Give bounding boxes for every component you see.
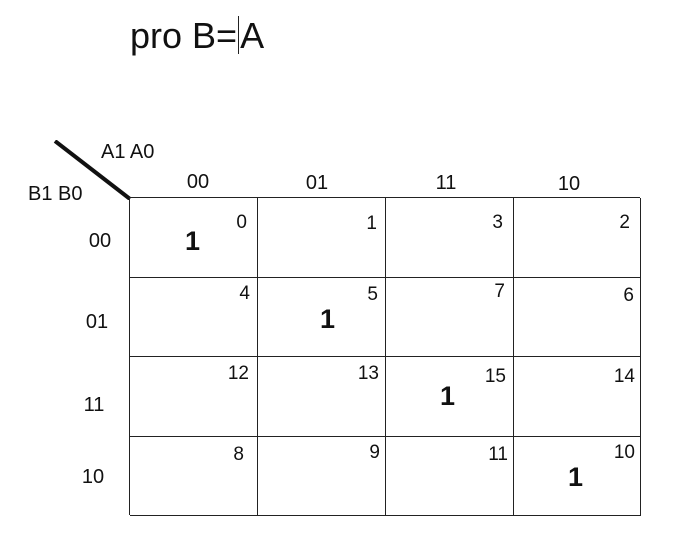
kmap-cell [386, 357, 514, 437]
cell-index: 6 [623, 285, 634, 306]
page-title[interactable] [130, 14, 264, 58]
kmap-cell [258, 437, 386, 516]
cell-value: 1 [320, 304, 336, 334]
karnaugh-map-grid [129, 197, 640, 515]
kmap-cell [386, 278, 514, 357]
cell-index: 12 [227, 363, 249, 384]
row-header-0: 00 [88, 230, 112, 252]
row-variable-label: B1 B0 [28, 183, 83, 205]
cell-index: 9 [369, 442, 380, 463]
cell-index: 2 [619, 212, 630, 233]
kmap-cell [514, 437, 641, 516]
kmap-cell [130, 278, 258, 357]
kmap-cell [386, 198, 514, 278]
cell-index: 7 [494, 281, 505, 302]
column-variable-label: A1 A0 [101, 141, 155, 163]
kmap-cell [514, 198, 641, 278]
cell-index: 5 [367, 284, 378, 305]
cell-index: 3 [492, 212, 503, 233]
cell-index: 11 [488, 444, 508, 465]
kmap-cell [130, 198, 258, 278]
title-text-after-cursor: A [240, 15, 265, 56]
column-header-3: 10 [557, 173, 581, 195]
kmap-cell [386, 437, 514, 516]
column-header-2: 11 [435, 172, 457, 194]
cell-index: 0 [236, 212, 247, 233]
kmap-cell [258, 278, 386, 357]
kmap-cell [130, 437, 258, 516]
kmap-cell [258, 357, 386, 437]
cell-index: 14 [613, 366, 635, 387]
cell-index: 1 [366, 213, 377, 234]
cell-index: 13 [357, 363, 379, 384]
text-cursor [238, 16, 239, 54]
row-header-2: 11 [83, 394, 105, 416]
cell-index: 8 [233, 444, 244, 465]
cell-index: 10 [613, 442, 635, 463]
cell-index: 4 [239, 283, 250, 304]
cell-value: 1 [568, 462, 584, 492]
column-header-0: 00 [186, 171, 210, 193]
cell-value: 1 [185, 226, 201, 256]
kmap-cell [514, 278, 641, 357]
cell-index: 15 [484, 366, 506, 387]
title-text-before-cursor: pro B= [130, 15, 238, 56]
row-header-3: 10 [81, 466, 105, 488]
cell-value: 1 [440, 381, 456, 411]
column-header-1: 01 [305, 172, 329, 194]
kmap-cell [130, 357, 258, 437]
row-header-1: 01 [85, 311, 109, 333]
kmap-cell [514, 357, 641, 437]
kmap-cell [258, 198, 386, 278]
